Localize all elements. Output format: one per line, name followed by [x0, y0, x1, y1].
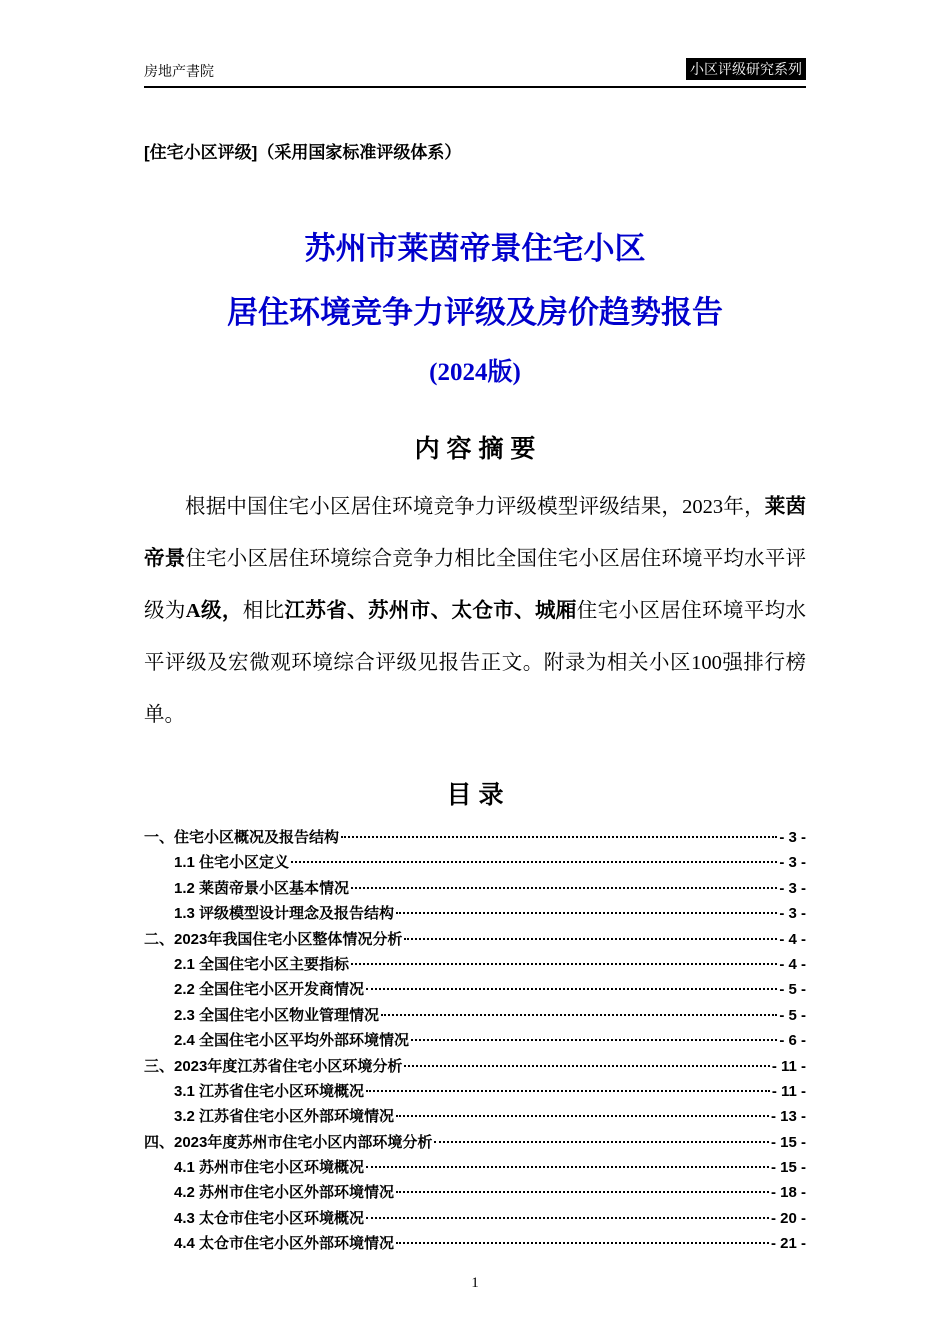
- toc-item[interactable]: [144, 1028, 806, 1053]
- toc-item[interactable]: [144, 927, 806, 952]
- toc-item-page: - 15 -: [770, 1159, 806, 1177]
- toc-item-page: - 15 -: [770, 1133, 806, 1151]
- header-right-badge: 小区评级研究系列: [686, 58, 806, 80]
- toc-dot-leader: [434, 1141, 769, 1143]
- abstract-text-run: 住宅小区居住环境平均水平评级及宏微观环境综合评级见报告正文。附录为相关小区100强排行榜单。: [144, 600, 807, 726]
- toc-dot-leader: [396, 1115, 769, 1117]
- toc-item-page: - 6 -: [779, 1032, 806, 1050]
- toc-item-label: 2.1 全国住宅小区主要指标: [174, 955, 350, 973]
- toc-item-label: 1.2 莱茵帝景小区基本情况: [174, 879, 350, 897]
- toc-item-label: 二、2023年我国住宅小区整体情况分析: [144, 930, 403, 948]
- toc-item[interactable]: [144, 1079, 806, 1104]
- toc-item[interactable]: [144, 1054, 806, 1079]
- toc-item-page: - 5 -: [779, 981, 806, 999]
- toc-dot-leader: [341, 836, 777, 838]
- toc-item-label: 2.3 全国住宅小区物业管理情况: [174, 1006, 380, 1024]
- toc-dot-leader: [396, 1191, 769, 1193]
- toc-item-label: 3.1 江苏省住宅小区环境概况: [174, 1082, 365, 1100]
- toc-item-page: - 4 -: [779, 955, 806, 973]
- toc-item[interactable]: [144, 901, 806, 926]
- toc-item[interactable]: [144, 1206, 806, 1231]
- toc-dot-leader: [366, 1166, 769, 1168]
- toc-item-page: - 3 -: [779, 879, 806, 897]
- toc-dot-leader: [291, 861, 777, 863]
- toc-item-label: 四、2023年度苏州市住宅小区内部环境分析: [144, 1133, 433, 1151]
- abstract-bold-run: 江苏省、苏州市、太仓市、城厢: [284, 600, 577, 622]
- toc-item-page: - 3 -: [779, 905, 806, 923]
- toc-dot-leader: [351, 963, 777, 965]
- toc-item-page: - 5 -: [779, 1006, 806, 1024]
- abstract-text-run: 根据中国住宅小区居住环境竞争力评级模型评级结果，2023年，: [185, 496, 765, 518]
- toc-dot-leader: [366, 1217, 769, 1219]
- rating-system-tagline: [住宅小区评级]（采用国家标准评级体系）: [144, 143, 462, 162]
- toc-dot-leader: [366, 1090, 770, 1092]
- toc-list: [144, 825, 806, 1257]
- abstract-heading: 内 容 摘 要: [414, 435, 536, 463]
- header-left-text: 房地产書院: [144, 63, 214, 79]
- toc-item[interactable]: [144, 876, 806, 901]
- toc-dot-leader: [411, 1039, 777, 1041]
- toc-heading: 目 录: [446, 781, 504, 809]
- toc-item-label: 1.3 评级模型设计理念及报告结构: [174, 905, 395, 923]
- toc-item[interactable]: [144, 1180, 806, 1205]
- toc-dot-leader: [404, 1065, 769, 1067]
- toc-item-label: 4.3 太仓市住宅小区环境概况: [174, 1209, 365, 1227]
- toc-item[interactable]: [144, 1104, 806, 1129]
- toc-item-page: - 11 -: [771, 1057, 806, 1075]
- toc-item-page: - 18 -: [770, 1184, 806, 1202]
- report-title-line1: 苏州市莱茵帝景住宅小区: [304, 231, 646, 266]
- toc-item-label: 一、住宅小区概况及报告结构: [144, 829, 340, 846]
- toc-item[interactable]: [144, 825, 806, 850]
- toc-dot-leader: [404, 938, 777, 940]
- toc-dot-leader: [396, 1242, 769, 1244]
- toc-dot-leader: [351, 887, 777, 889]
- toc-item-page: - 13 -: [770, 1108, 806, 1126]
- toc-item-label: 三、2023年度江苏省住宅小区环境分析: [144, 1057, 403, 1075]
- toc-item[interactable]: [144, 1231, 806, 1256]
- toc-item-label: 4.4 太仓市住宅小区外部环境情况: [174, 1235, 395, 1253]
- toc-item-page: - 3 -: [779, 829, 806, 846]
- report-title-edition: (2024版): [429, 359, 521, 386]
- toc-item[interactable]: [144, 850, 806, 875]
- toc-item-label: 3.2 江苏省住宅小区外部环境情况: [174, 1108, 395, 1126]
- toc-item-page: - 11 -: [771, 1082, 806, 1100]
- toc-item[interactable]: [144, 1155, 806, 1180]
- toc-item-page: - 3 -: [779, 854, 806, 872]
- toc-item[interactable]: [144, 1003, 806, 1028]
- toc-item[interactable]: [144, 977, 806, 1002]
- toc-item-page: - 20 -: [770, 1209, 806, 1227]
- abstract-text-run: 相比: [242, 600, 285, 622]
- toc-item[interactable]: [144, 1130, 806, 1155]
- page-header: [144, 0, 806, 88]
- toc-dot-leader: [396, 912, 777, 914]
- page-content: [144, 0, 806, 1257]
- abstract-paragraph: [144, 481, 806, 741]
- abstract-text-run: 住宅小区居住环境综合竞争力相比全国住宅小区居住环境平均水平评级为: [144, 548, 807, 622]
- toc-item-label: 2.2 全国住宅小区开发商情况: [174, 981, 365, 999]
- abstract-bold-run: 莱茵帝景: [144, 496, 807, 570]
- toc-item-page: - 4 -: [779, 930, 806, 948]
- toc-item-label: 4.2 苏州市住宅小区外部环境情况: [174, 1184, 395, 1202]
- toc-dot-leader: [381, 1014, 777, 1016]
- abstract-bold-run: A级，: [185, 600, 243, 622]
- toc-item-page: - 21 -: [770, 1235, 806, 1253]
- page-number: 1: [471, 1275, 479, 1291]
- toc-item-label: 1.1 住宅小区定义: [174, 854, 290, 872]
- toc-dot-leader: [366, 988, 777, 990]
- report-title-line2: 居住环境竞争力评级及房价趋势报告: [227, 295, 723, 330]
- toc-item-label: 2.4 全国住宅小区平均外部环境情况: [174, 1032, 410, 1050]
- toc-item-label: 4.1 苏州市住宅小区环境概况: [174, 1159, 365, 1177]
- toc-item[interactable]: [144, 952, 806, 977]
